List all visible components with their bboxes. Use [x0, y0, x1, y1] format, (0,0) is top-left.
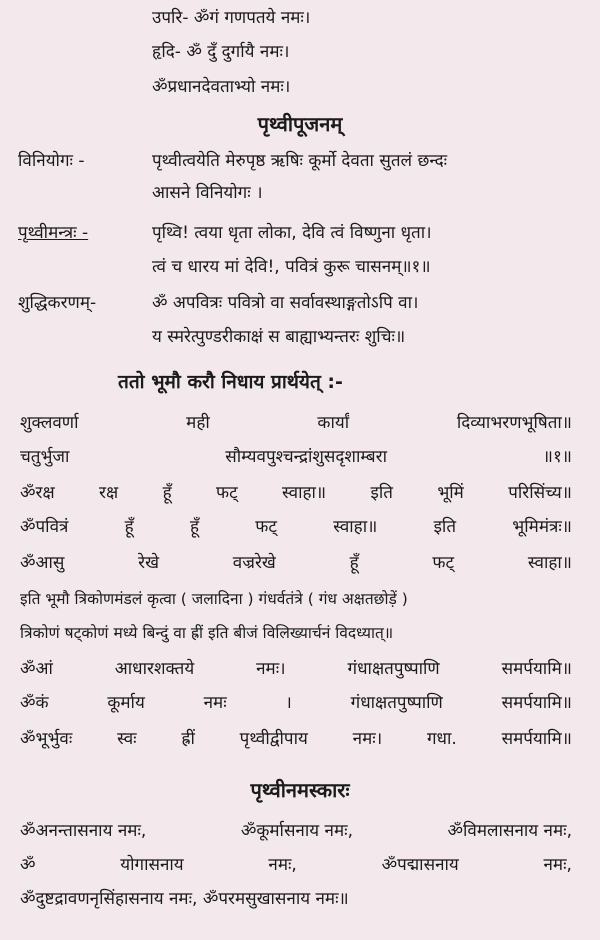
prayer-word: समर्पयामि॥	[501, 693, 572, 713]
mantra-text-1: पृथ्वि! त्वया धृता लोका, देवि त्वं विष्णुना धृता।	[152, 223, 432, 243]
prayer-word: हूँ	[162, 483, 172, 503]
prayer-row-4	[20, 514, 572, 540]
prayer-word: स्वाहा॥	[282, 483, 327, 503]
trikona-instruction-text: इति भूमौ त्रिकोणमंडलं कृत्वा ( जलादिना ) गंधर्वतंत्रे ( गंध अक्षतछोड़ें )	[20, 590, 408, 608]
namaskar-phrase: ॐकूर्मासनाय नमः,	[240, 821, 353, 841]
prayer-row-8	[20, 656, 572, 682]
prayer-word: समर्पयामि॥	[501, 659, 572, 679]
prayer-word: वज्ररेखे	[232, 553, 276, 573]
mantra-label: पृथ्वीमन्त्रः -	[18, 223, 89, 243]
namaskar-text: ॐदुष्टद्रावणनृसिंहासनाय नमः, ॐपरमसुखासनाय नमः॥	[20, 889, 349, 909]
prayer-word: ह्रीं	[181, 729, 195, 749]
heading-prithvi-namaskar: पृथ्वीनमस्कारः	[250, 778, 350, 802]
prayer-row-3	[20, 480, 572, 506]
prayer-word: ॐआसु	[20, 553, 65, 573]
prayer-word: फट्	[255, 517, 277, 537]
prayer-word: चतुर्भुजा	[20, 447, 70, 467]
prayer-word: सौम्यवपुश्चन्द्रांशुसदृशाम्बरा	[225, 447, 387, 467]
prayer-word: हूँ	[189, 517, 199, 537]
prayer-word: पृथ्वीद्वीपाय	[239, 729, 308, 749]
prayer-row-2	[20, 444, 572, 470]
prayer-word: हूँ	[124, 517, 134, 537]
shatkona-instruction-text: त्रिकोणं षट्कोणं मध्ये बिन्दुं वा ह्रीं इति बीजं विलिख्यार्चनं विदध्यात्॥	[20, 624, 394, 642]
namaskar-phrase: ॐ	[20, 855, 36, 875]
prayer-word: भूमिं	[437, 483, 464, 503]
namaskar-phrase: ॐविमलासनाय नमः,	[447, 821, 572, 841]
prayer-word: परिसिंच्य॥	[508, 483, 572, 503]
namaskar-row-2	[20, 852, 572, 878]
prayer-word: नमः।	[256, 659, 286, 679]
prayer-word: कूर्माय	[107, 693, 145, 713]
namaskar-phrase: ॐपद्मासनाय	[381, 855, 459, 875]
namaskar-phrase: नमः,	[268, 855, 297, 875]
namaskar-phrase: ॐअनन्तासनाय नमः,	[20, 821, 147, 841]
prayer-word: नमः	[203, 693, 227, 713]
prayer-word: फट्	[215, 483, 238, 503]
prayer-row-1	[20, 410, 572, 436]
prayer-word: भूमिमंत्रः॥	[512, 517, 572, 537]
prayer-word: आधारशक्तये	[114, 659, 195, 679]
prayer-word: मही	[186, 413, 210, 433]
shuddhi-label: शुद्धिकरणम्-	[18, 293, 97, 313]
prayer-word: हूँ	[349, 553, 359, 573]
prayer-word: कार्यां	[317, 413, 350, 433]
prayer-word: इति	[433, 517, 457, 537]
prayer-word: ।	[285, 693, 292, 713]
prayer-word: ॐरक्ष	[20, 483, 55, 503]
prayer-word: ॐभूर्भुवः	[20, 729, 73, 749]
prayer-word: फट्	[432, 553, 455, 573]
prayer-word: रेखे	[138, 553, 160, 573]
prayer-row-5	[20, 550, 572, 576]
heading-prithvi-pujanam: पृथ्वीपूजनम्	[257, 112, 343, 136]
mantra-text-2: त्वं च धारय मां देवि!, पवित्रं कुरू चासनम्॥१॥	[152, 257, 431, 277]
heading-prarthana: ततो भूमौ करौ निधाय प्रार्थयेत् :-	[118, 371, 343, 393]
prayer-word: ॐआं	[20, 659, 53, 679]
prayer-word: गंधाक्षतपुष्पाणि	[350, 693, 443, 713]
line-upari-text: उपरि- ॐगं गणपतये नमः।	[152, 8, 311, 28]
prayer-word: ॥१॥	[542, 447, 572, 467]
prayer-word: स्वः	[117, 729, 137, 749]
prayer-word: इति	[370, 483, 393, 503]
prayer-word: दिव्याभरणभूषिता॥	[456, 413, 572, 433]
prayer-word: नमः।	[352, 729, 383, 749]
prayer-word: शुक्लवर्णा	[20, 413, 79, 433]
line-pradhan-text: ॐप्रधानदेवताभ्यो नमः।	[152, 77, 291, 97]
prayer-row-10	[20, 726, 572, 752]
prayer-word: स्वाहा॥	[333, 517, 378, 537]
namaskar-row-1	[20, 818, 572, 844]
namaskar-phrase: योगासनाय	[120, 855, 184, 875]
line-hridi-text: हृदि- ॐ दुँ दुर्गायै नमः।	[152, 42, 290, 62]
prayer-word: स्वाहा॥	[527, 553, 572, 573]
prayer-word: गधा.	[426, 729, 457, 749]
prayer-word: रक्ष	[99, 483, 119, 503]
shuddhi-text-2: य स्मरेत्पुण्डरीकाक्षं स बाह्याभ्यन्तरः शुचिः॥	[152, 327, 406, 347]
prayer-word: ॐपवित्रं	[20, 517, 69, 537]
prayer-row-9	[20, 690, 572, 716]
viniyog-label: विनियोगः -	[18, 151, 85, 171]
prayer-word: समर्पयामि॥	[501, 729, 572, 749]
shuddhi-text-1: ॐ अपवित्रः पवित्रो वा सर्वावस्थाङ्गतोऽपि वा।	[152, 293, 419, 313]
namaskar-phrase: नमः,	[543, 855, 572, 875]
viniyog-text-2: आसने विनियोगः ।	[152, 183, 263, 203]
viniyog-text-1: पृथ्वीत्वयेति मेरुपृष्ठ ऋषिः कूर्मो देवता सुतलं छन्दः	[152, 151, 448, 171]
prayer-word: गंधाक्षतपुष्पाणि	[347, 659, 440, 679]
prayer-word: ॐकं	[20, 693, 49, 713]
